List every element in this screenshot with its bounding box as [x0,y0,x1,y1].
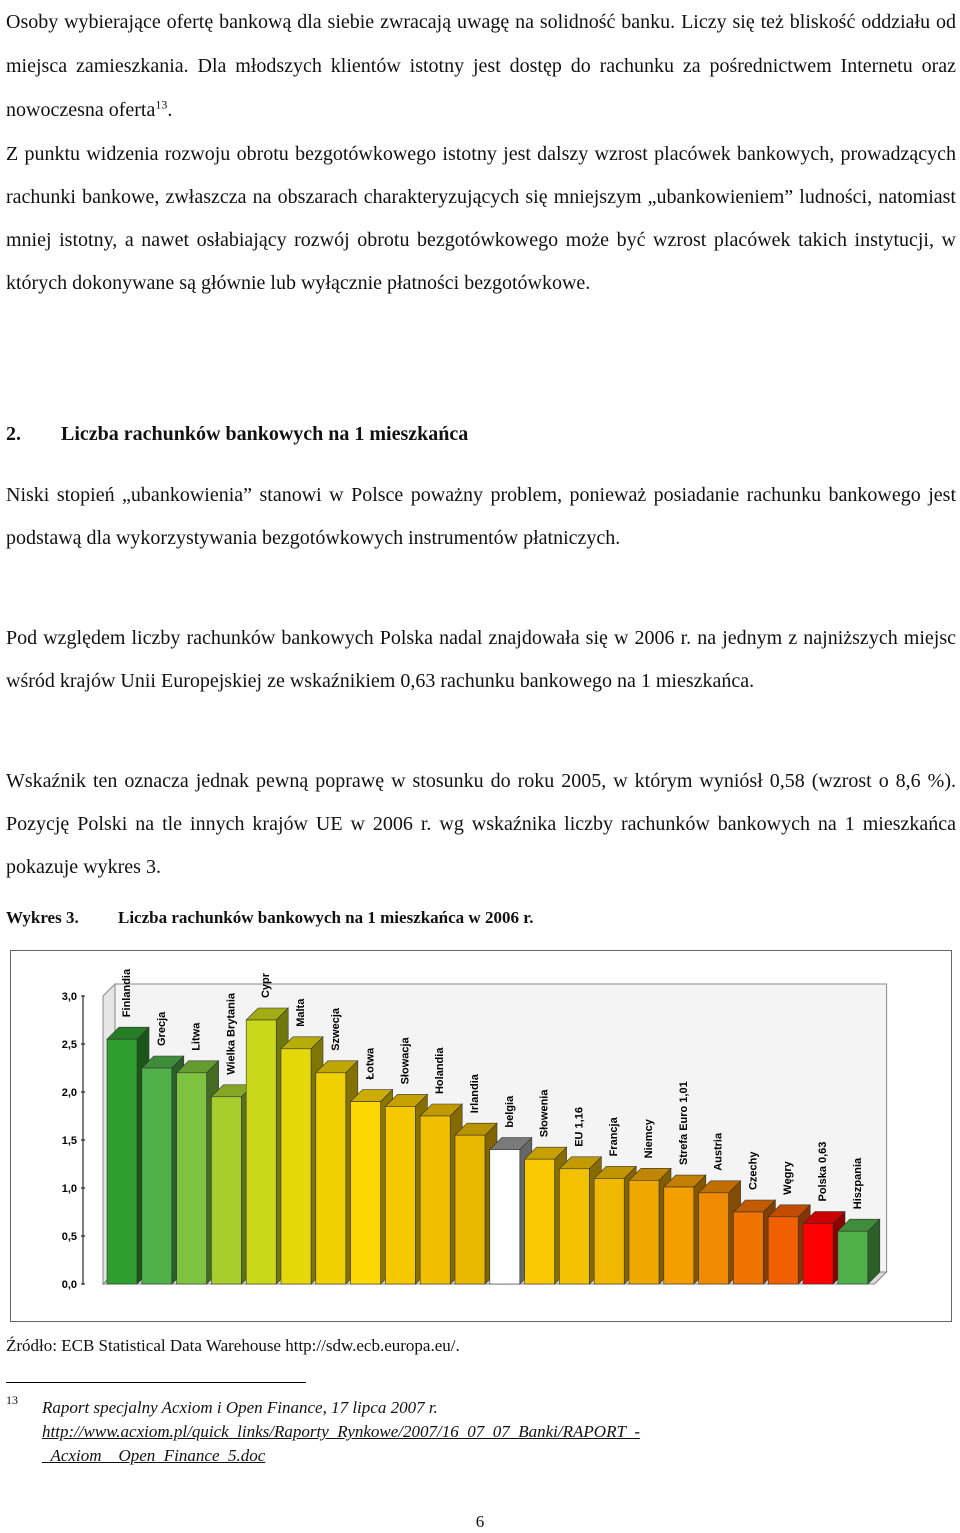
intro-text-end: . [167,99,173,121]
bar [420,1116,450,1284]
bar-category-label: Litwa [190,1022,203,1051]
bar [177,1073,207,1284]
bar-category-label: Słowenia [538,1089,551,1138]
paragraph-poland-rank: Pod względem liczby rachunków bankowych Polska nadal znajdowała się w 2006 r. na jednym z najniższych miejsc wśród krajów Unii Europejskiej ze wskaźnikiem 0,63 rachunku bankowego na 1 mieszkańca. [6,627,956,692]
bar-category-label: Łotwa [364,1047,377,1080]
y-tick-label: 3,0 [61,991,77,1003]
y-tick-label: 2,5 [61,1039,77,1051]
footnote-text [42,1396,640,1468]
paragraph-development: Z punktu widzenia rozwoju obrotu bezgotówkowego istotny jest dalszy wzrost placówek bankowych, prowadzących rachunki bankowe, zwłaszcza na obszarach charakteryzujących się mniejszym „ubankowieniem” ludności, natomiast mniej istotny, a nawet osłabiający rozwój obrotu bezgotówkowego może być wzrost placówek takich instytucji, w których dokonywane są głównie lub wyłącznie płatności bezgotówkowe. [6,143,956,294]
section-heading [6,423,468,446]
bar-category-label: Strefa Euro 1,01 [677,1081,690,1166]
bar [281,1049,311,1284]
source-note: Źródło: ECB Statistical Data Warehouse http://sdw.ecb.europa.eu/. [6,1336,460,1355]
bar [351,1102,381,1284]
bar-category-label: belgia [503,1095,516,1128]
bar-category-label: EU 1,16 [573,1107,586,1147]
bar [664,1187,694,1284]
bar [525,1159,555,1284]
bar-category-label: Słowacja [399,1037,412,1085]
bar-chart [10,950,952,1322]
bar-category-label: Finlandia [121,968,133,1018]
footnote-ref[interactable]: 13 [155,97,168,112]
bar-category-label: Irlandia [469,1074,481,1114]
bar-category-label: Szwecja [329,1007,342,1051]
bar [594,1178,624,1284]
bar [838,1231,868,1284]
bar-category-label: Węgry [782,1161,795,1195]
bar [107,1039,137,1284]
figure-title: Liczba rachunków bankowych na 1 mieszkańca w 2006 r. [118,908,534,927]
bar [768,1217,798,1284]
bar-category-label: Cypr [260,972,273,998]
bar-category-label: Niemcy [643,1119,655,1159]
bar [142,1068,172,1284]
bar [699,1193,729,1284]
bar-category-label: Austria [712,1132,725,1171]
bar-category-label: Hiszpania [851,1157,864,1210]
bar-category-label: Grecja [155,1011,168,1046]
bar [559,1169,589,1284]
footnote-divider [6,1382,306,1383]
page-number: 6 [475,1512,485,1531]
intro-paragraph [6,0,956,132]
y-tick-label: 0,5 [61,1231,77,1243]
bar [803,1224,833,1284]
bar-category-label: Polska 0,63 [817,1141,829,1202]
y-tick-label: 0,0 [61,1279,77,1291]
section-title: Liczba rachunków bankowych na 1 mieszkańca [61,423,469,445]
bar [246,1020,276,1284]
section-number: 2. [6,423,21,445]
chart-canvas [11,951,951,1321]
y-tick-label: 2,0 [61,1087,77,1099]
figure-caption [6,908,533,928]
bar-category-label: Malta [295,998,307,1027]
bar-category-label: Wielka Brytania [225,992,238,1075]
bar [455,1135,485,1284]
footnote-link-continued[interactable]: _Acxiom__Open_Finance_5.doc [42,1446,266,1465]
footnote-number: 13 [6,1393,18,1407]
bar [629,1180,659,1284]
paragraph-improvement: Wskaźnik ten oznacza jednak pewną poprawę w stosunku do roku 2005, w którym wyniósł 0,58 (wzrost o 8,6 %). Pozycję Polski na tle innych krajów UE w 2006 r. wg wskaźnika liczby rachunków bankowych na 1 mieszkańca pokazuje wykres 3. [6,770,956,878]
y-tick-label: 1,0 [61,1183,77,1195]
bar [316,1073,346,1284]
y-tick-label: 1,5 [61,1135,77,1147]
intro-text: Osoby wybierające ofertę bankową dla siebie zwracają uwagę na solidność banku. Liczy się też bliskość oddziału od miejsca zamieszkania. Dla młodszych klientów istotny jest dostęp do rachunku za pośrednictwem Internetu oraz nowoczesna oferta [6,11,956,121]
figure-label: Wykres 3. [6,908,79,927]
bar [490,1150,520,1284]
bar-category-label: Francja [608,1117,621,1157]
paragraph-unbanked: Niski stopień „ubankowienia” stanowi w Polsce poważny problem, ponieważ posiadanie rachunku bankowego jest podstawą dla wykorzystywania bezgotówkowych instrumentów płatniczych. [6,484,956,549]
bar-category-label: Holandia [434,1047,447,1094]
footnote-citation: Raport specjalny Acxiom i Open Finance, 17 lipca 2007 r. [42,1398,438,1417]
bar [733,1212,763,1284]
footnote-link[interactable]: http://www.acxiom.pl/quick_links/Raporty_Rynkowe/2007/16_07_07_Banki/RAPORT_- [42,1422,641,1441]
bar-category-label: Czechy [747,1151,760,1190]
bar [385,1106,415,1284]
bar [211,1097,241,1284]
